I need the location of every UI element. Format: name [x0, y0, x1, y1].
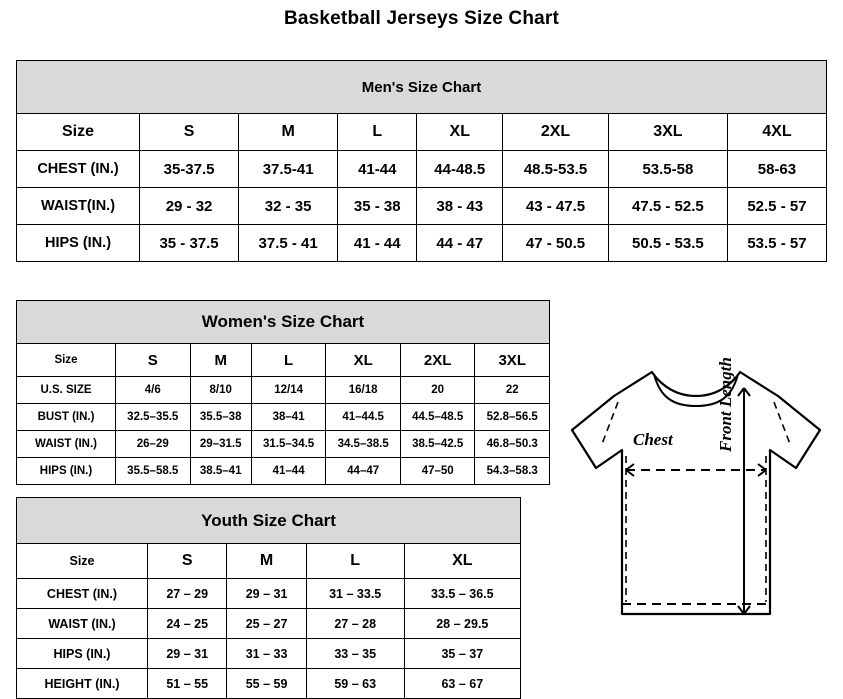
table-cell: 33.5 – 36.5 — [404, 579, 520, 609]
table-cell: 24 – 25 — [148, 609, 227, 639]
table-column-headers — [17, 344, 550, 377]
table-cell: 27 – 28 — [306, 609, 404, 639]
row-label: CHEST (IN.) — [17, 151, 140, 188]
table-cell: 50.5 - 53.5 — [608, 225, 727, 262]
table-cell: 52.8–56.5 — [475, 404, 550, 431]
row-label: WAIST(IN.) — [17, 188, 140, 225]
table-cell: 20 — [400, 377, 475, 404]
column-header: S — [148, 544, 227, 579]
table-row — [17, 609, 521, 639]
table-cell: 29 - 32 — [140, 188, 239, 225]
column-header: M — [190, 344, 251, 377]
column-header: XL — [326, 344, 401, 377]
column-header: XL — [417, 114, 503, 151]
row-label: HIPS (IN.) — [17, 639, 148, 669]
womens-size-chart-table — [16, 300, 550, 485]
table-column-headers — [17, 544, 521, 579]
table-cell: 47 - 50.5 — [503, 225, 609, 262]
table-cell: 53.5-58 — [608, 151, 727, 188]
table-cell: 35 - 37.5 — [140, 225, 239, 262]
table-cell: 38 - 43 — [417, 188, 503, 225]
table-cell: 48.5-53.5 — [503, 151, 609, 188]
table-cell: 12/14 — [251, 377, 326, 404]
row-label: CHEST (IN.) — [17, 579, 148, 609]
table-cell: 22 — [475, 377, 550, 404]
table-cell: 63 – 67 — [404, 669, 520, 699]
table-cell: 4/6 — [116, 377, 191, 404]
table-cell: 29 – 31 — [148, 639, 227, 669]
front-length-measure-label: Front Length — [716, 357, 735, 452]
table-header-banner — [17, 301, 550, 344]
table-row — [17, 404, 550, 431]
column-header: S — [116, 344, 191, 377]
table-cell: 44.5–48.5 — [400, 404, 475, 431]
table-cell: 44–47 — [326, 458, 401, 485]
table-cell: 41–44.5 — [326, 404, 401, 431]
table-cell: 31 – 33 — [227, 639, 306, 669]
table-cell: 52.5 - 57 — [727, 188, 826, 225]
table-cell: 51 – 55 — [148, 669, 227, 699]
row-label: HEIGHT (IN.) — [17, 669, 148, 699]
table-cell: 25 – 27 — [227, 609, 306, 639]
table-column-headers — [17, 114, 827, 151]
table-cell: 31 – 33.5 — [306, 579, 404, 609]
table-cell: 35-37.5 — [140, 151, 239, 188]
table-cell: 35.5–38 — [190, 404, 251, 431]
table-cell: 35 – 37 — [404, 639, 520, 669]
table-cell: 34.5–38.5 — [326, 431, 401, 458]
table-cell: 58-63 — [727, 151, 826, 188]
table-cell: 29–31.5 — [190, 431, 251, 458]
youth-size-chart-table — [16, 497, 521, 699]
table-cell: 41–44 — [251, 458, 326, 485]
table-cell: 38–41 — [251, 404, 326, 431]
table-row — [17, 458, 550, 485]
table-row — [17, 151, 827, 188]
tshirt-outline-icon — [556, 352, 836, 672]
chart-title: Men's Size Chart — [17, 61, 827, 114]
chart-title: Youth Size Chart — [17, 498, 521, 544]
chart-title: Women's Size Chart — [17, 301, 550, 344]
column-header-size: Size — [17, 544, 148, 579]
table-header-banner — [17, 61, 827, 114]
table-cell: 37.5 - 41 — [239, 225, 338, 262]
table-cell: 32 - 35 — [239, 188, 338, 225]
column-header-size: Size — [17, 344, 116, 377]
column-header: M — [227, 544, 306, 579]
table-row — [17, 225, 827, 262]
table-row — [17, 669, 521, 699]
table-header-banner — [17, 498, 521, 544]
table-cell: 31.5–34.5 — [251, 431, 326, 458]
column-header: 4XL — [727, 114, 826, 151]
column-header: L — [306, 544, 404, 579]
table-cell: 26–29 — [116, 431, 191, 458]
column-header: L — [338, 114, 417, 151]
row-label: U.S. SIZE — [17, 377, 116, 404]
table-cell: 16/18 — [326, 377, 401, 404]
table-cell: 54.3–58.3 — [475, 458, 550, 485]
table-row — [17, 431, 550, 458]
chest-measure-label: Chest — [633, 430, 673, 449]
column-header: 2XL — [503, 114, 609, 151]
table-cell: 37.5-41 — [239, 151, 338, 188]
column-header: S — [140, 114, 239, 151]
row-label: HIPS (IN.) — [17, 225, 140, 262]
table-cell: 8/10 — [190, 377, 251, 404]
column-header: 3XL — [475, 344, 550, 377]
table-row — [17, 639, 521, 669]
table-cell: 35 - 38 — [338, 188, 417, 225]
table-cell: 38.5–42.5 — [400, 431, 475, 458]
tshirt-diagram — [556, 352, 836, 672]
table-cell: 33 – 35 — [306, 639, 404, 669]
table-cell: 53.5 - 57 — [727, 225, 826, 262]
row-label: WAIST (IN.) — [17, 431, 116, 458]
table-cell: 38.5–41 — [190, 458, 251, 485]
table-cell: 59 – 63 — [306, 669, 404, 699]
row-label: WAIST (IN.) — [17, 609, 148, 639]
table-cell: 47–50 — [400, 458, 475, 485]
mens-size-chart-table — [16, 60, 827, 262]
column-header: L — [251, 344, 326, 377]
table-cell: 46.8–50.3 — [475, 431, 550, 458]
table-cell: 43 - 47.5 — [503, 188, 609, 225]
page-title: Basketball Jerseys Size Chart — [283, 8, 560, 29]
column-header: XL — [404, 544, 520, 579]
table-cell: 47.5 - 52.5 — [608, 188, 727, 225]
table-row — [17, 377, 550, 404]
row-label: BUST (IN.) — [17, 404, 116, 431]
column-header: M — [239, 114, 338, 151]
table-cell: 28 – 29.5 — [404, 609, 520, 639]
table-row — [17, 188, 827, 225]
table-row — [17, 579, 521, 609]
column-header-size: Size — [17, 114, 140, 151]
table-cell: 41 - 44 — [338, 225, 417, 262]
column-header: 3XL — [608, 114, 727, 151]
table-cell: 41-44 — [338, 151, 417, 188]
table-cell: 27 – 29 — [148, 579, 227, 609]
table-cell: 32.5–35.5 — [116, 404, 191, 431]
table-cell: 44-48.5 — [417, 151, 503, 188]
row-label: HIPS (IN.) — [17, 458, 116, 485]
column-header: 2XL — [400, 344, 475, 377]
table-cell: 44 - 47 — [417, 225, 503, 262]
table-cell: 35.5–58.5 — [116, 458, 191, 485]
table-cell: 55 – 59 — [227, 669, 306, 699]
table-cell: 29 – 31 — [227, 579, 306, 609]
